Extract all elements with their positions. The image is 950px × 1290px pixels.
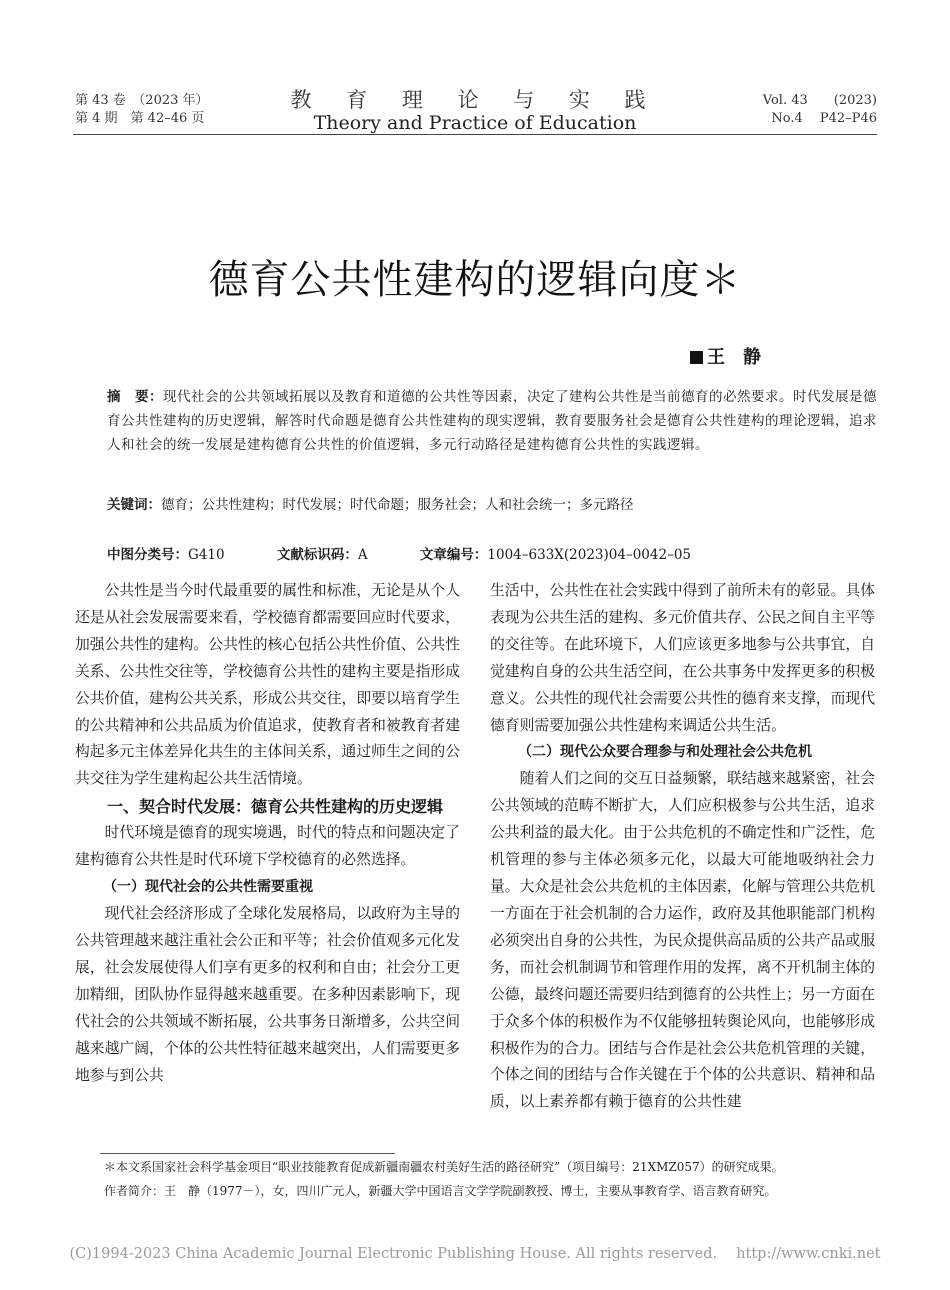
header-issue-pages: 第 4 期 第 42–46 页 [75,111,205,126]
header-volume-info-en [763,92,877,128]
abstract [107,385,877,457]
footnote-fund: ＊本文系国家社会科学基金项目“职业技能教育促成新疆南疆农村美好生活的路径研究”（项目编号：21XMZ057）的研究成果。 [104,1160,784,1174]
body-paragraph-continued: 生活中，公共性在社会实践中得到了前所未有的彰显。具体表现为公共生活的建构、多元价值共存、公民之间自主平等的交往等。在此环境下，人们应该更多地参与公共事宜，自觉建构自身的公共生活空间，在公共事务中发挥更多的积极意义。公共性的现代社会需要公共性的德育来支撑，而现代德育则需要加强公共性建构来调适公共生活。 [490,582,875,734]
footnote-author-bio: 作者简介：王 静（1977－），女，四川广元人，新疆大学中国语言文学学院副教授、博士，主要从事教育学、语言教育研究。 [104,1184,777,1198]
clc-number [107,543,225,567]
footnote-divider [100,1153,395,1154]
author-square-icon [690,351,703,364]
header-no-pages-en: No.4 P42–P46 [771,111,877,126]
body-column-left [75,578,460,1089]
body-paragraph: 时代环境是德育的现实境遇，时代的特点和问题决定了建构德育公共性是时代环境下学校德育的必然选择。 [75,824,460,869]
journal-name-en: Theory and Practice of Education [313,112,637,134]
body-paragraph: 现代社会经济形成了全球化发展格局，以政府为主导的公共管理越来越注重社会公正和平等；社会价值观多元化发展，社会发展使得人们享有更多的权利和自由；社会分工更加精细，团队协作显得越来越重要。在多种因素影响下，现代社会的公共领域不断拓展，公共事务日渐增多，公共空间越来越广阔，个体的公共性特征越来越突出，人们需要更多地参与到公共 [75,905,460,1084]
abstract-label: 摘 要： [107,389,163,405]
body-paragraph: 随着人们之间的交互日益频繁，联结越来越紧密，社会公共领域的范畴不断扩大，人们应积极参与公共生活，追求公共利益的最大化。由于公共危机的不确定性和广泛性，危机管理的参与主体必须多元化，以最大可能地吸纳社会力量。大众是社会公共危机的主体因素，化解与管理公共危机一方面在于社会机制的合力运作，政府及其他职能部门机构必须突出自身的公共性，为民众提供高品质的公共产品或服务，而社会机制调节和管理作用的发挥，离不开机制主体的公德，最终问题还需要归结到德育的公共性上；另一方面在于众多个体的积极作为不仅能够扭转舆论风向，也能够形成积极作为的合力。团结与合作是社会公共危机管理的关键，个体之间的团结与合作关键在于个体的公共意识、精神和品质，以上素养都有赖于德育的公共性建 [490,770,875,1111]
article-number [420,547,691,563]
author-name: 王 静 [707,347,761,368]
article-author [690,343,761,369]
header-vol-year-en: Vol. 43 (2023) [762,93,877,108]
document-code [277,543,368,567]
classification-line [107,543,877,567]
header-divider [73,134,877,135]
subsection-heading-2: （二）现代公众要合理参与和处理社会公共危机 [518,744,812,761]
article-number-label: 文章编号： [419,547,488,563]
keywords [107,493,877,517]
journal-name-cn: 教 育 理 论 与 实 践 [290,88,660,112]
copyright-line: (C)1994-2023 China Academic Journal Electronic Publishing House. All rights reserved. http://www.cnki.net [69,1246,881,1262]
article-number-value: 1004–633X(2023)04–0042–05 [487,547,691,563]
header-volume-year: 第 43 卷 （2023 年） [75,93,209,108]
doc-code-label: 文献标识码： [276,547,358,563]
keywords-label: 关键词： [107,497,161,513]
section-heading-1: 一、契合时代发展：德育公共性建构的历史逻辑 [107,797,444,817]
clc-value: G410 [188,547,225,563]
body-column-right [490,578,875,1116]
article-title: 德育公共性建构的逻辑向度＊ [208,257,742,303]
body-paragraph: 公共性是当今时代最重要的属性和标准，无论是从个人还是从社会发展需要来看，学校德育都需要回应时代要求，加强公共性的建构。公共性的核心包括公共性价值、公共性关系、公共性交往等，学校德育公共性的建构主要是指形成公共价值，建构公共关系，形成公共交往，即要以培育学生的公共精神和公共品质为价值追求，使教育者和被教育者建构起多元主体差异化共生的主体间关系，通过师生之间的公共交往为学生建构起公共生活情境。 [75,582,460,788]
doc-code-value: A [357,547,368,563]
subsection-heading-1: （一）现代社会的公共性需要重视 [103,879,313,896]
keywords-text: 德育；公共性建构；时代发展；时代命题；服务社会；人和社会统一；多元路径 [161,497,634,513]
clc-label: 中图分类号： [107,547,188,563]
abstract-text: 现代社会的公共领域拓展以及教育和道德的公共性等因素，决定了建构公共性是当前德育的必然要求。时代发展是德育公共性建构的历史逻辑，解答时代命题是德育公共性建构的现实逻辑，教育要服务社会是德育公共性建构的理论逻辑，追求人和社会的统一发展是建构德育公共性的价值逻辑，多元行动路径是建构德育公共性的实践逻辑。 [107,389,877,453]
